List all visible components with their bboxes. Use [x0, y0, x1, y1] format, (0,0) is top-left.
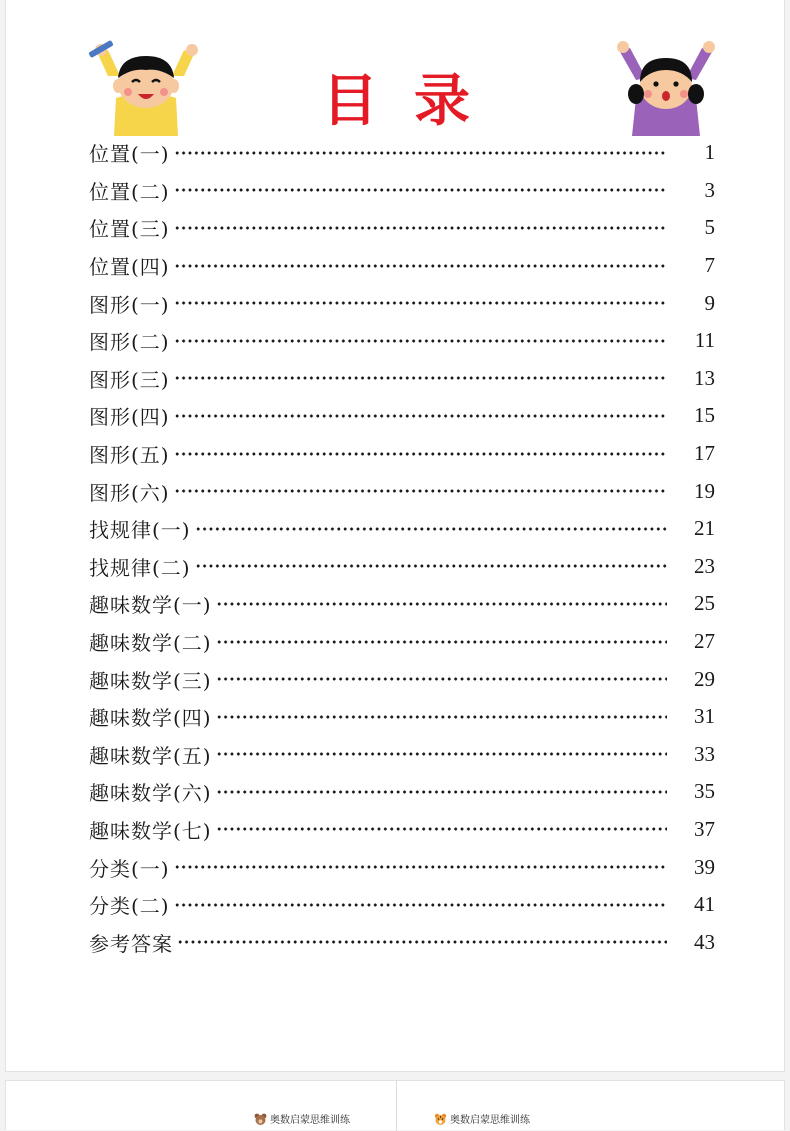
book-page	[5, 0, 785, 1072]
toc-entry-label: 趣味数学(四)	[89, 706, 212, 731]
footer	[5, 1080, 785, 1130]
toc-entry-page-number: 25	[694, 591, 715, 616]
dot-leader	[216, 640, 667, 644]
dot-leader	[174, 301, 667, 305]
toc-entry-label: 趣味数学(二)	[89, 631, 212, 656]
dot-leader	[216, 827, 667, 831]
toc-entry-label: 找规律(二)	[89, 555, 191, 580]
toc-entry	[89, 247, 715, 285]
toc-entry	[89, 360, 715, 398]
toc-entry	[89, 660, 715, 698]
toc-entry	[89, 623, 715, 661]
toc-entry	[89, 435, 715, 473]
dot-leader	[174, 489, 667, 493]
dot-leader	[174, 339, 667, 343]
dot-leader	[174, 188, 667, 192]
toc-entry	[89, 585, 715, 623]
dot-leader	[216, 790, 667, 794]
toc-entry-label: 位置(三)	[89, 217, 170, 242]
bear-icon	[254, 1113, 267, 1125]
toc-entry-label: 图形(三)	[89, 367, 170, 392]
toc-entry	[89, 134, 715, 172]
page-title: 目录	[322, 69, 506, 134]
toc-entry-label: 趣味数学(七)	[89, 818, 212, 843]
toc-entry	[89, 172, 715, 210]
toc-entry-label: 分类(一)	[89, 856, 170, 881]
dot-leader	[216, 715, 667, 719]
toc-entry-label: 图形(四)	[89, 405, 170, 430]
dot-leader	[174, 226, 667, 230]
toc-entry-label: 位置(四)	[89, 255, 170, 280]
toc-entry-page-number: 35	[694, 779, 715, 804]
toc-entry-label: 趣味数学(一)	[89, 593, 212, 618]
toc-entry-label: 分类(二)	[89, 894, 170, 919]
toc-entry-label: 找规律(一)	[89, 518, 191, 543]
footer-brand-right-text: 奥数启蒙思维训练	[450, 1115, 530, 1126]
toc-entry	[89, 848, 715, 886]
toc-entry-page-number: 15	[694, 403, 715, 428]
toc-entry-label: 图形(六)	[89, 480, 170, 505]
footer-brand-right	[434, 1111, 530, 1126]
dot-leader	[174, 264, 667, 268]
toc-entry	[89, 811, 715, 849]
toc-entry-page-number: 13	[694, 365, 715, 390]
girl-cheering-illustration	[606, 36, 726, 136]
footer-brand-left	[254, 1111, 350, 1126]
tiger-icon	[434, 1113, 447, 1125]
toc-entry	[89, 886, 715, 924]
toc-entry-page-number: 17	[694, 441, 715, 466]
toc-entry-page-number: 23	[694, 553, 715, 578]
footer-brand-left-text: 奥数启蒙思维训练	[270, 1115, 350, 1126]
toc-entry-page-number: 21	[694, 516, 715, 541]
toc-entry-page-number: 11	[694, 328, 715, 353]
dot-leader	[174, 452, 667, 456]
toc-entry	[89, 736, 715, 774]
toc-entry-label: 趣味数学(三)	[89, 668, 212, 693]
toc-entry-label: 参考答案	[89, 931, 173, 956]
toc-entry-page-number: 41	[694, 892, 715, 917]
dot-leader	[216, 677, 667, 681]
toc-entry-label: 位置(一)	[89, 142, 170, 167]
toc-entry-page-number: 29	[694, 666, 715, 691]
toc-entry	[89, 472, 715, 510]
toc-entry-page-number: 27	[694, 629, 715, 654]
dot-leader	[174, 865, 667, 869]
dot-leader	[195, 564, 667, 568]
toc-entry	[89, 322, 715, 360]
toc-entry-page-number: 43	[694, 929, 715, 954]
toc-entry	[89, 284, 715, 322]
toc-entry-page-number: 31	[694, 704, 715, 729]
toc-entry-label: 位置(二)	[89, 179, 170, 204]
dot-leader	[174, 151, 667, 155]
toc-entry	[89, 773, 715, 811]
footer-divider	[396, 1081, 397, 1131]
toc-entry	[89, 698, 715, 736]
toc-entry-page-number: 33	[694, 741, 715, 766]
toc-entry-label: 图形(一)	[89, 292, 170, 317]
toc-entry-label: 图形(五)	[89, 443, 170, 468]
dot-leader	[177, 940, 667, 944]
dot-leader	[174, 376, 667, 380]
toc-entry	[89, 548, 715, 586]
toc-entry-page-number: 1	[704, 140, 715, 165]
toc-entry-page-number: 3	[704, 177, 715, 202]
toc-entry	[89, 397, 715, 435]
dot-leader	[195, 527, 667, 531]
toc-entry-page-number: 39	[694, 854, 715, 879]
table-of-contents	[89, 134, 715, 961]
dot-leader	[174, 414, 667, 418]
dot-leader	[174, 903, 667, 907]
toc-entry	[89, 510, 715, 548]
toc-entry	[89, 923, 715, 961]
toc-entry-label: 趣味数学(六)	[89, 781, 212, 806]
toc-entry-page-number: 37	[694, 816, 715, 841]
toc-entry-label: 图形(二)	[89, 330, 170, 355]
toc-entry-page-number: 5	[704, 215, 715, 240]
toc-entry-page-number: 7	[704, 253, 715, 278]
toc-entry-page-number: 19	[694, 478, 715, 503]
dot-leader	[216, 602, 667, 606]
dot-leader	[216, 752, 667, 756]
toc-entry-page-number: 9	[704, 290, 715, 315]
toc-entry	[89, 209, 715, 247]
toc-entry-label: 趣味数学(五)	[89, 743, 212, 768]
